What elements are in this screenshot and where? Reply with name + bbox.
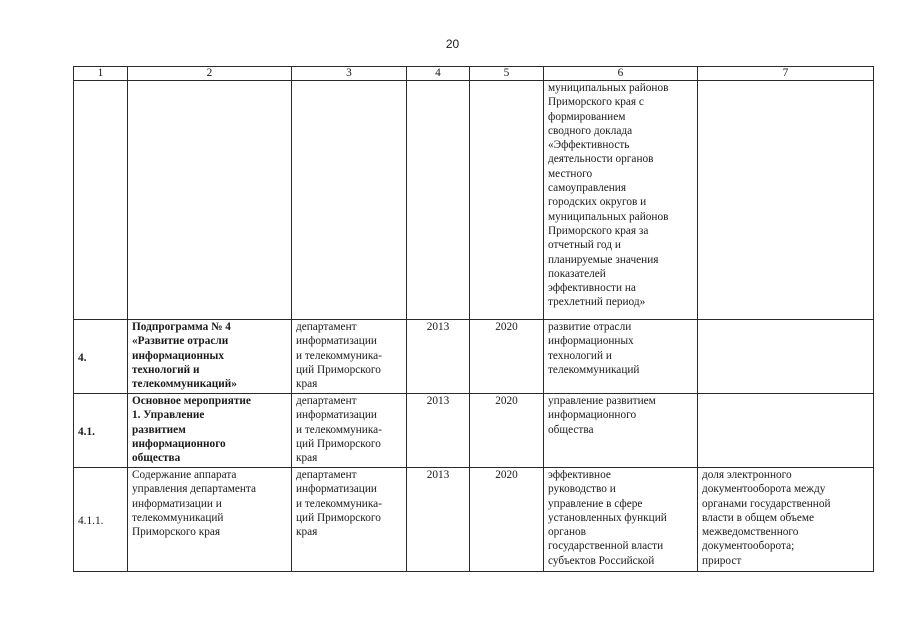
text-line: технологий и	[132, 363, 200, 376]
indicator-cell	[698, 320, 874, 394]
text-line: управление развитием	[548, 395, 656, 407]
text-line: государственной власти	[548, 540, 664, 553]
text-line: доля электронного	[702, 469, 792, 481]
text-line: информатизации	[296, 483, 377, 496]
expected-result-text	[548, 394, 693, 437]
executor-cell	[292, 81, 407, 320]
text-line: ций Приморского	[296, 363, 381, 376]
text-line: общества	[548, 423, 594, 436]
text-line: городских округов и	[548, 196, 647, 209]
end-year-cell: 2020	[470, 320, 544, 394]
end-year-cell	[470, 81, 544, 320]
text-line: «Развитие отрасли	[132, 335, 229, 348]
column-number: 2	[128, 67, 292, 81]
column-number-row	[74, 67, 874, 81]
text-line: 1. Управление	[132, 409, 205, 422]
program-table	[73, 66, 874, 572]
row-number-cell	[74, 320, 128, 394]
column-number: 6	[544, 67, 698, 81]
text-line: прирост	[702, 554, 742, 567]
executor-text	[296, 468, 402, 539]
text-line: Подпрограмма № 4	[132, 321, 231, 333]
text-line: отчетный год и	[548, 239, 621, 252]
text-line: информационных	[132, 349, 225, 362]
text-line: ций Приморского	[296, 437, 381, 450]
text-line: и телекоммуника-	[296, 423, 382, 436]
text-line: технологий и	[548, 349, 612, 362]
text-line: информатизации	[296, 409, 377, 422]
text-line: управление в сфере	[548, 497, 643, 510]
text-line: трехлетний период»	[548, 296, 646, 309]
text-line: ций Приморского	[296, 511, 381, 524]
text-line: эффективное	[548, 469, 611, 481]
text-line: местного	[548, 167, 593, 180]
row-number-cell	[74, 81, 128, 320]
text-line: власти в общем объеме	[702, 511, 815, 524]
expected-result-text	[548, 81, 693, 310]
indicator-cell	[698, 394, 874, 468]
row-number: 4.1.1.	[78, 515, 104, 528]
text-line: Приморского края с	[548, 96, 644, 109]
text-line: сводного доклада	[548, 124, 633, 137]
executor-cell	[292, 394, 407, 468]
text-line: департамент	[296, 395, 357, 407]
expected-result-text	[548, 468, 693, 568]
event-name-cell	[128, 468, 292, 572]
column-number: 4	[407, 67, 470, 81]
text-line: «Эффективность	[548, 139, 630, 152]
text-line: руководство и	[548, 483, 616, 496]
text-line: развитие отрасли	[548, 321, 632, 333]
executor-text	[296, 320, 402, 391]
text-line: формированием	[548, 110, 626, 123]
text-line: деятельности органов	[548, 153, 654, 166]
event-name-cell	[128, 81, 292, 320]
row-number: 4.	[78, 352, 87, 365]
column-number: 1	[74, 67, 128, 81]
text-line: информатизации	[296, 335, 377, 348]
expected-result-cell	[544, 468, 698, 572]
text-line: телекоммуникаций	[132, 511, 224, 524]
start-year-cell: 2013	[407, 468, 470, 572]
event-name-text	[132, 394, 287, 465]
text-line: эффективности на	[548, 282, 636, 295]
start-year-cell: 2013	[407, 394, 470, 468]
executor-cell	[292, 320, 407, 394]
text-line: края	[296, 452, 318, 465]
text-line: края	[296, 526, 318, 539]
text-line: документооборота между	[702, 483, 826, 496]
text-line: Приморского края	[132, 526, 221, 539]
event-name-cell	[128, 394, 292, 468]
table-row-event-4-1-1	[74, 468, 874, 572]
column-number: 3	[292, 67, 407, 81]
page-number: 20	[445, 37, 460, 51]
start-year-cell	[407, 81, 470, 320]
column-number: 7	[698, 67, 874, 81]
row-number-cell	[74, 468, 128, 572]
row-number: 4.1.	[78, 426, 95, 439]
text-line: развитием	[132, 423, 186, 436]
text-line: самоуправления	[548, 182, 627, 195]
text-line: информационного	[548, 409, 637, 422]
end-year-cell: 2020	[470, 468, 544, 572]
table-row-subprogram-4	[74, 320, 874, 394]
executor-cell	[292, 468, 407, 572]
indicator-cell	[698, 468, 874, 572]
event-name-text	[132, 468, 287, 539]
event-name-text	[132, 320, 287, 391]
text-line: телекоммуникаций	[548, 363, 640, 376]
text-line: субъектов Российской	[548, 554, 655, 567]
text-line: межведомственного	[702, 526, 799, 539]
text-line: управления департамента	[132, 483, 257, 496]
text-line: документооборота;	[702, 540, 795, 553]
text-line: департамент	[296, 469, 357, 481]
expected-result-cell	[544, 320, 698, 394]
row-number-cell	[74, 394, 128, 468]
text-line: Приморского края за	[548, 224, 649, 237]
indicator-text	[702, 468, 869, 568]
text-line: планируемые значения	[548, 253, 659, 266]
text-line: департамент	[296, 321, 357, 333]
text-line: органами государственной	[702, 497, 831, 510]
text-line: органов	[548, 526, 586, 539]
text-line: и телекоммуника-	[296, 497, 382, 510]
text-line: муниципальных районов	[548, 210, 669, 223]
text-line: Содержание аппарата	[132, 469, 237, 481]
table-row-continuation	[74, 81, 874, 320]
text-line: общества	[132, 452, 181, 465]
event-name-cell	[128, 320, 292, 394]
start-year-cell: 2013	[407, 320, 470, 394]
text-line: информатизации и	[132, 497, 222, 510]
expected-result-cell	[544, 394, 698, 468]
text-line: края	[296, 378, 318, 391]
text-line: телекоммуникаций»	[132, 378, 237, 391]
text-line: Основное мероприятие	[132, 395, 251, 407]
text-line: информационного	[132, 437, 226, 450]
expected-result-cell	[544, 81, 698, 320]
text-line: муниципальных районов	[548, 82, 669, 94]
text-line: и телекоммуника-	[296, 349, 382, 362]
end-year-cell: 2020	[470, 394, 544, 468]
expected-result-text	[548, 320, 693, 377]
executor-text	[296, 394, 402, 465]
text-line: показателей	[548, 267, 606, 280]
text-line: установленных функций	[548, 511, 667, 524]
column-number: 5	[470, 67, 544, 81]
indicator-cell	[698, 81, 874, 320]
text-line: информационных	[548, 335, 634, 348]
table-row-main-event-4-1	[74, 394, 874, 468]
